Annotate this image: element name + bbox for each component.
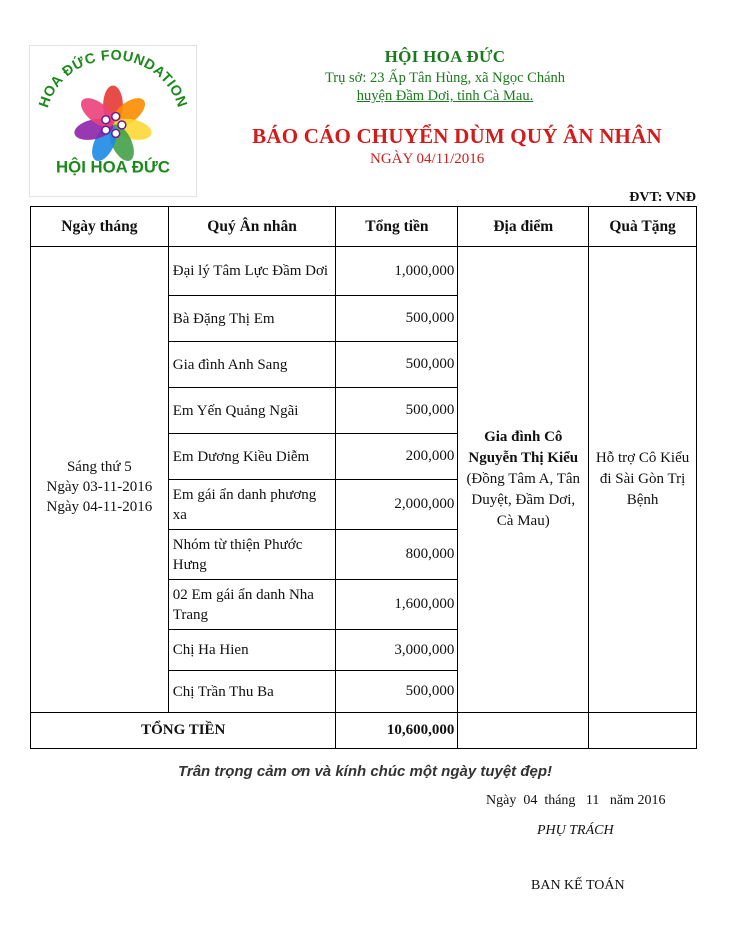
- donor-name: Nhóm từ thiện Phước Hưng: [168, 530, 336, 580]
- flower-icon: [72, 85, 153, 164]
- donation-amount: 200,000: [336, 434, 458, 480]
- gift-line2: đi Sài Gòn Trị Bệnh: [599, 471, 686, 508]
- report-title: BÁO CÁO CHUYỂN DÙM QUÝ ÂN NHÂN: [252, 124, 662, 148]
- org-address-line2: huyện Đầm Dơi, tỉnh Cà Mau.: [356, 88, 534, 104]
- header-donor: Quý Ân nhân: [168, 207, 336, 247]
- report-date: NGÀY 04/11/2016: [370, 151, 485, 167]
- flower-figure: [112, 129, 120, 137]
- table-header-row: [31, 207, 697, 247]
- header-gift: Quà Tặng: [589, 207, 697, 247]
- in-charge-label: PHỤ TRÁCH: [537, 823, 614, 838]
- place-cell: [458, 247, 589, 713]
- accounting-label: BAN KẾ TOÁN: [531, 878, 625, 893]
- date-line1: Sáng thứ 5: [66, 458, 132, 475]
- donor-name: 02 Em gái ẩn danh Nha Trang: [168, 580, 336, 630]
- org-name: HỘI HOA ĐỨC: [384, 47, 506, 66]
- foundation-logo: [29, 45, 197, 197]
- total-label: TỔNG TIỀN: [31, 713, 336, 749]
- total-place-empty: [458, 713, 589, 749]
- donation-amount: 2,000,000: [336, 480, 458, 530]
- donation-amount: 500,000: [336, 296, 458, 342]
- donor-name: Gia đình Anh Sang: [168, 342, 336, 388]
- donation-amount: 500,000: [336, 671, 458, 713]
- logo-bottom-text: HỘI HOA ĐỨC: [56, 157, 170, 177]
- donor-name: Em gái ẩn danh phương xa: [168, 480, 336, 530]
- donor-name: Chị Ha Hien: [168, 630, 336, 671]
- flower-figure: [102, 116, 110, 124]
- donation-amount: 500,000: [336, 342, 458, 388]
- date-cell: [31, 247, 169, 713]
- donation-amount: 800,000: [336, 530, 458, 580]
- header-place: Địa điểm: [458, 207, 589, 247]
- logo-arc-text: HOA ĐỨC FOUNDATION: [36, 47, 190, 110]
- currency-unit: ĐVT: VNĐ: [629, 190, 696, 205]
- header-amount: Tổng tiền: [336, 207, 458, 247]
- donor-name: Em Yến Quảng Ngãi: [168, 388, 336, 434]
- total-row: [31, 713, 697, 749]
- place-family: Gia đình Cô Nguyễn Thị Kiểu: [468, 429, 579, 466]
- donation-table: [30, 206, 697, 749]
- table-row: [31, 247, 697, 296]
- header-date: Ngày tháng: [31, 207, 169, 247]
- flower-figure: [102, 126, 110, 134]
- donor-name: Đại lý Tâm Lực Đầm Dơi: [168, 247, 336, 296]
- org-address-line1: Trụ sở: 23 Ấp Tân Hùng, xã Ngọc Chánh: [324, 70, 566, 86]
- signature-date: Ngày 04 tháng 11 năm 2016: [486, 793, 666, 808]
- flower-figure: [112, 113, 120, 121]
- total-gift-empty: [589, 713, 697, 749]
- flower-figure: [118, 121, 126, 129]
- gift-line1: Hỗ trợ Cô Kiểu: [595, 450, 690, 466]
- organization-header: [300, 47, 590, 105]
- gift-cell: [589, 247, 697, 713]
- date-line2: Ngày 03-11-2016: [46, 478, 153, 495]
- place-address: (Đồng Tâm A, Tân Duyệt, Đầm Dơi, Cà Mau): [466, 471, 581, 529]
- donation-amount: 1,000,000: [336, 247, 458, 296]
- donation-amount: 1,600,000: [336, 580, 458, 630]
- donation-amount: 3,000,000: [336, 630, 458, 671]
- total-amount: 10,600,000: [336, 713, 458, 749]
- donor-name: Chị Trần Thu Ba: [168, 671, 336, 713]
- donor-name: Bà Đặng Thị Em: [168, 296, 336, 342]
- thank-you-note: Trân trọng cảm ơn và kính chúc một ngày tuyệt đẹp!: [177, 763, 553, 780]
- donation-amount: 500,000: [336, 388, 458, 434]
- report-title-block: [222, 124, 692, 167]
- date-line3: Ngày 04-11-2016: [46, 498, 153, 515]
- donor-name: Em Dương Kiều Diễm: [168, 434, 336, 480]
